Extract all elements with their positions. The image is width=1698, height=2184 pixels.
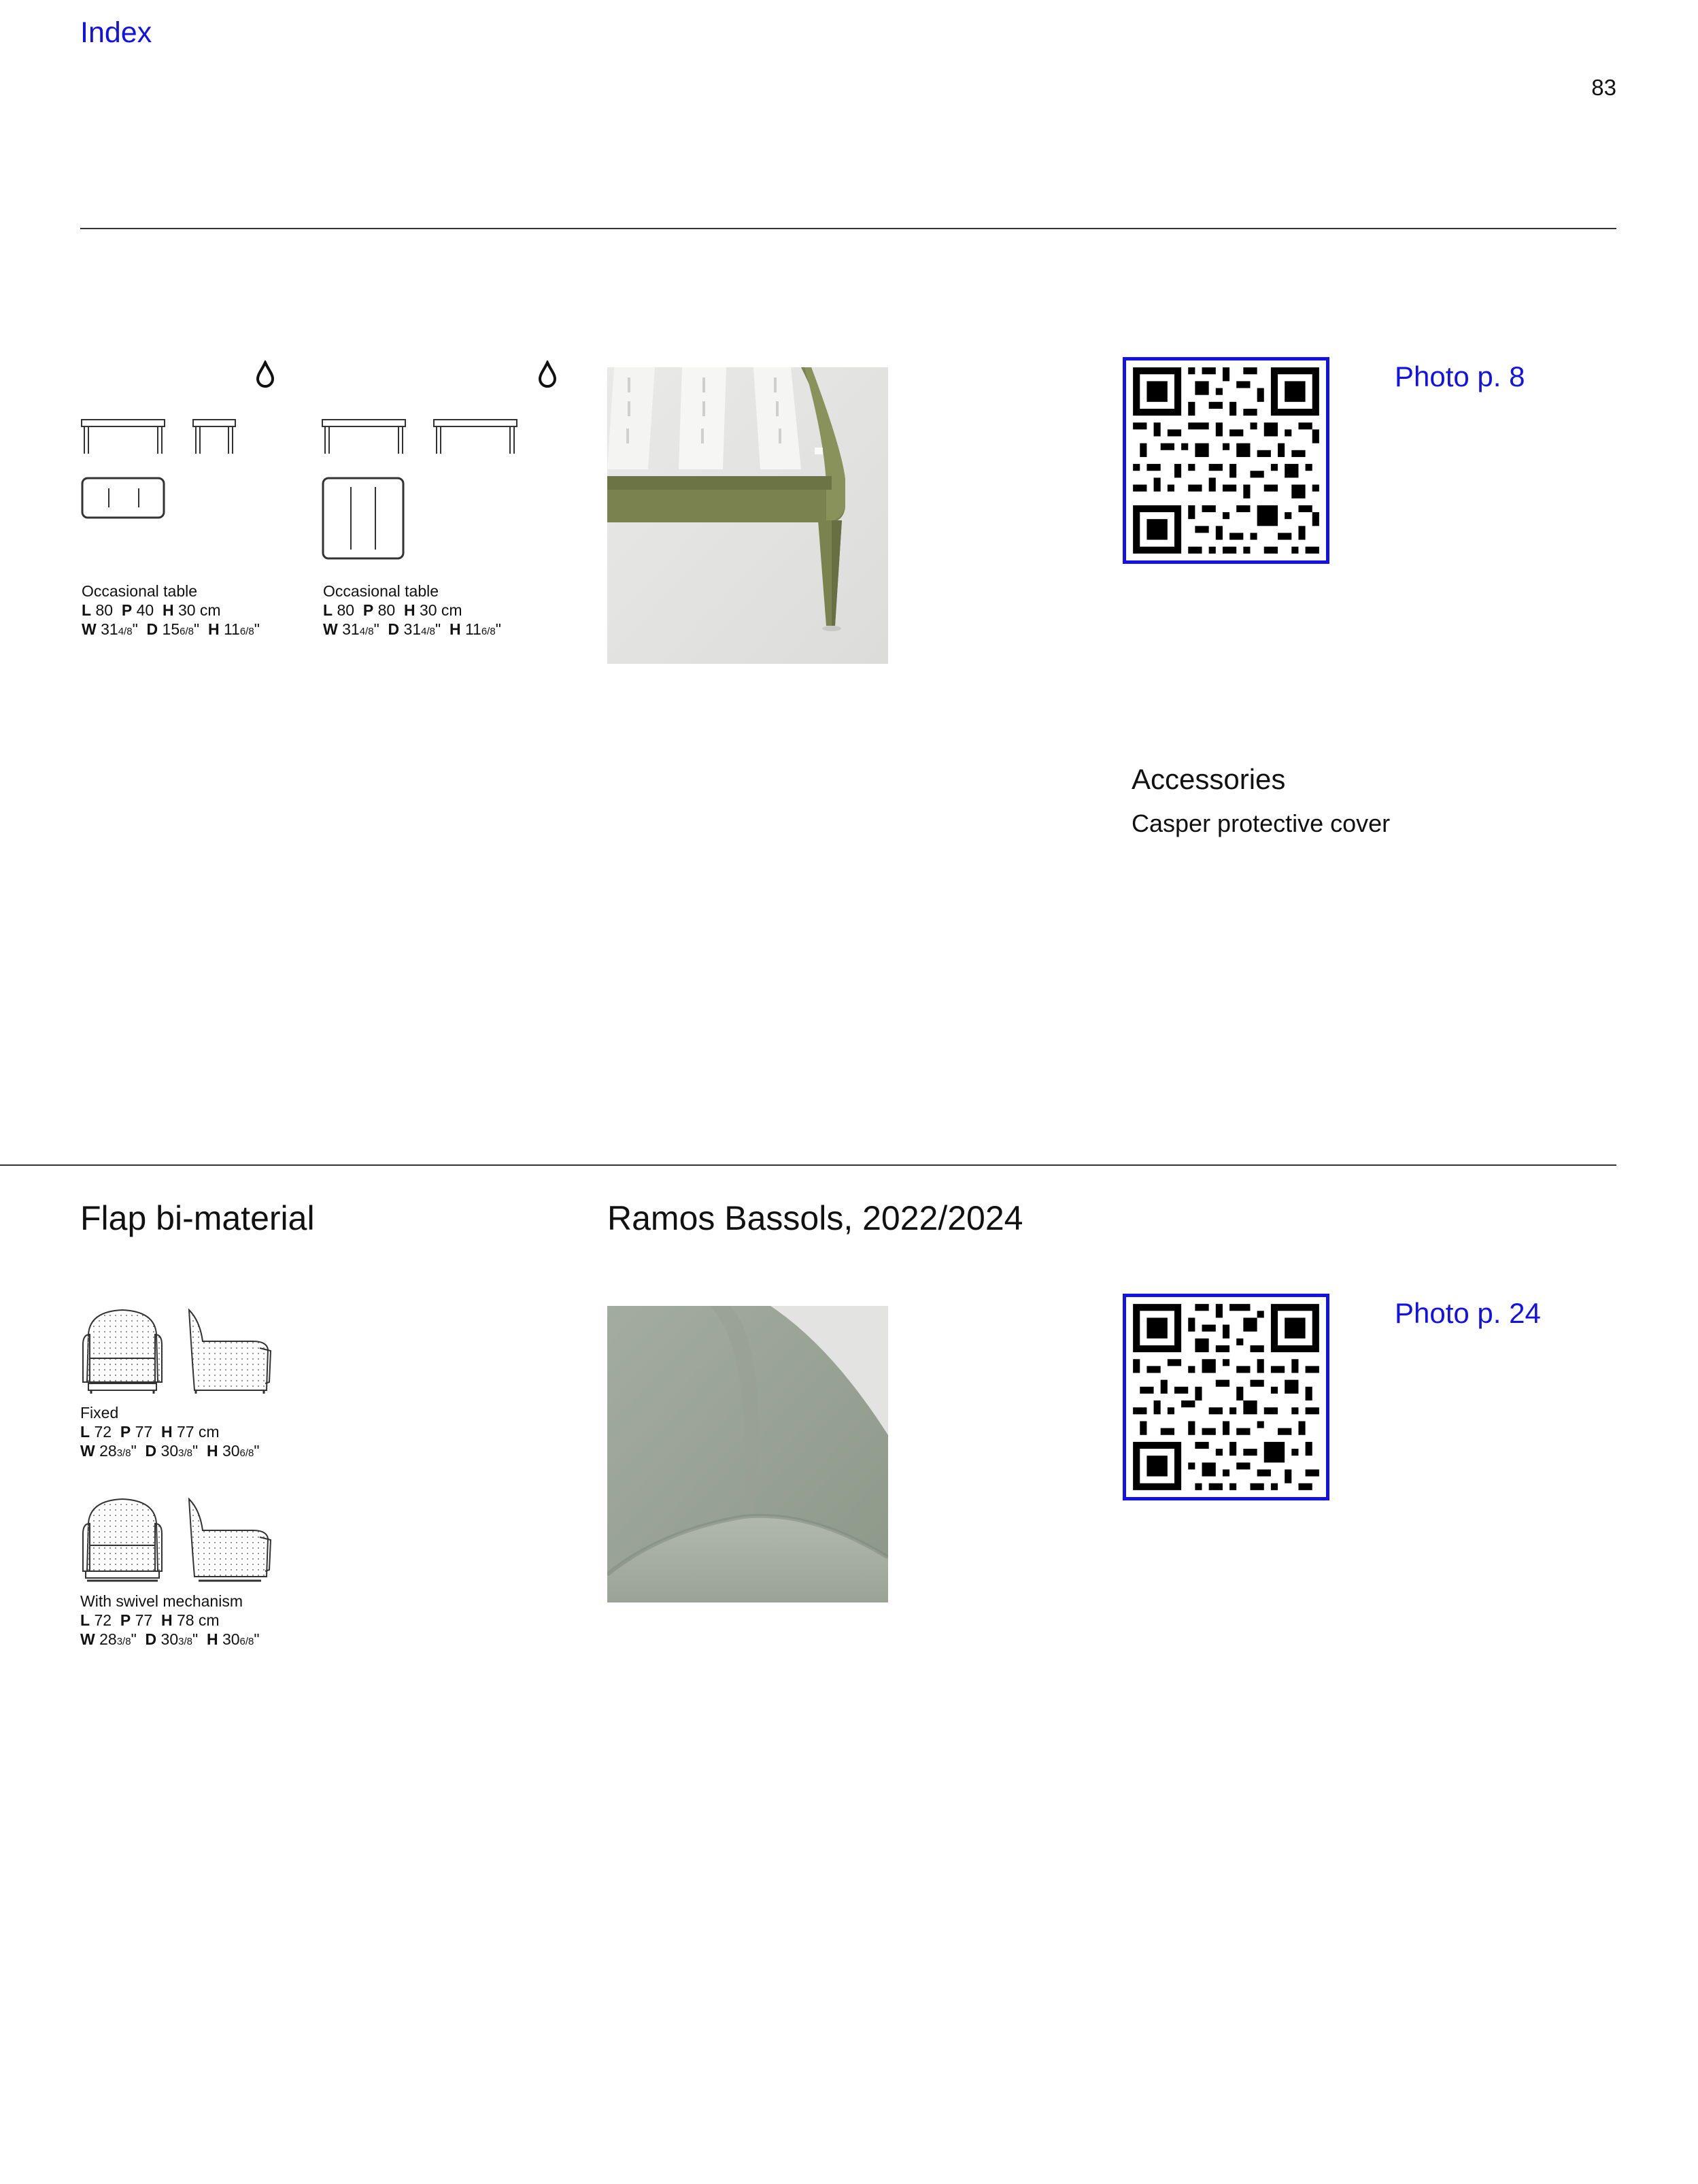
index-link[interactable]: Index [80, 16, 152, 49]
table-side-view-drawing [80, 418, 169, 456]
armchair-fabric-detail-photo [607, 1306, 888, 1602]
table-top-view-drawing [80, 476, 169, 522]
product-spec [323, 582, 501, 641]
product-name: With swivel mechanism [80, 1592, 243, 1610]
product-name: Fixed [80, 1404, 119, 1422]
table-top-view-drawing [321, 476, 407, 562]
table-detail-photo [607, 367, 888, 664]
table-side-view-drawing [321, 418, 409, 456]
photo-page-link[interactable]: Photo p. 24 [1395, 1297, 1541, 1329]
product-spec [80, 1403, 260, 1463]
qr-code-icon[interactable] [1123, 1294, 1329, 1500]
qr-code-icon[interactable] [1123, 357, 1329, 564]
water-drop-icon [537, 360, 558, 388]
armchair-front-view-drawing [80, 1307, 165, 1396]
dimensions-inch: W 283/8" D 303/8" H 306/8" [80, 1442, 260, 1460]
dimensions-inch: W 314/8" D 314/8" H 116/8" [323, 620, 501, 638]
dimensions-cm: L 72 P 77 H 78 cm [80, 1611, 220, 1629]
page-number: 83 [1591, 75, 1616, 100]
accessories-heading: Accessories [1132, 763, 1286, 795]
dimensions-cm: L 80 P 80 H 30 cm [323, 601, 462, 619]
product-name: Occasional table [323, 582, 439, 600]
armchair-side-view-drawing [185, 1307, 273, 1396]
section-divider [0, 1164, 1616, 1166]
accessory-item: Casper protective cover [1132, 809, 1391, 837]
table-front-view-drawing [432, 418, 521, 456]
photo-page-link[interactable]: Photo p. 8 [1395, 360, 1525, 392]
product-spec [82, 582, 260, 641]
dimensions-inch: W 314/8" D 156/8" H 116/8" [82, 620, 260, 638]
dimensions-cm: L 72 P 77 H 77 cm [80, 1423, 220, 1441]
product-title: Flap bi-material [80, 1199, 315, 1237]
water-drop-icon [255, 360, 275, 388]
designer-credit: Ramos Bassols, 2022/2024 [607, 1199, 1023, 1237]
dimensions-inch: W 283/8" D 303/8" H 306/8" [80, 1630, 260, 1648]
armchair-swivel-front-view-drawing [80, 1496, 165, 1585]
dimensions-cm: L 80 P 40 H 30 cm [82, 601, 221, 619]
top-divider [80, 228, 1616, 229]
product-name: Occasional table [82, 582, 198, 600]
armchair-swivel-side-view-drawing [185, 1496, 273, 1585]
product-spec [80, 1592, 260, 1651]
table-front-view-drawing [192, 418, 239, 456]
